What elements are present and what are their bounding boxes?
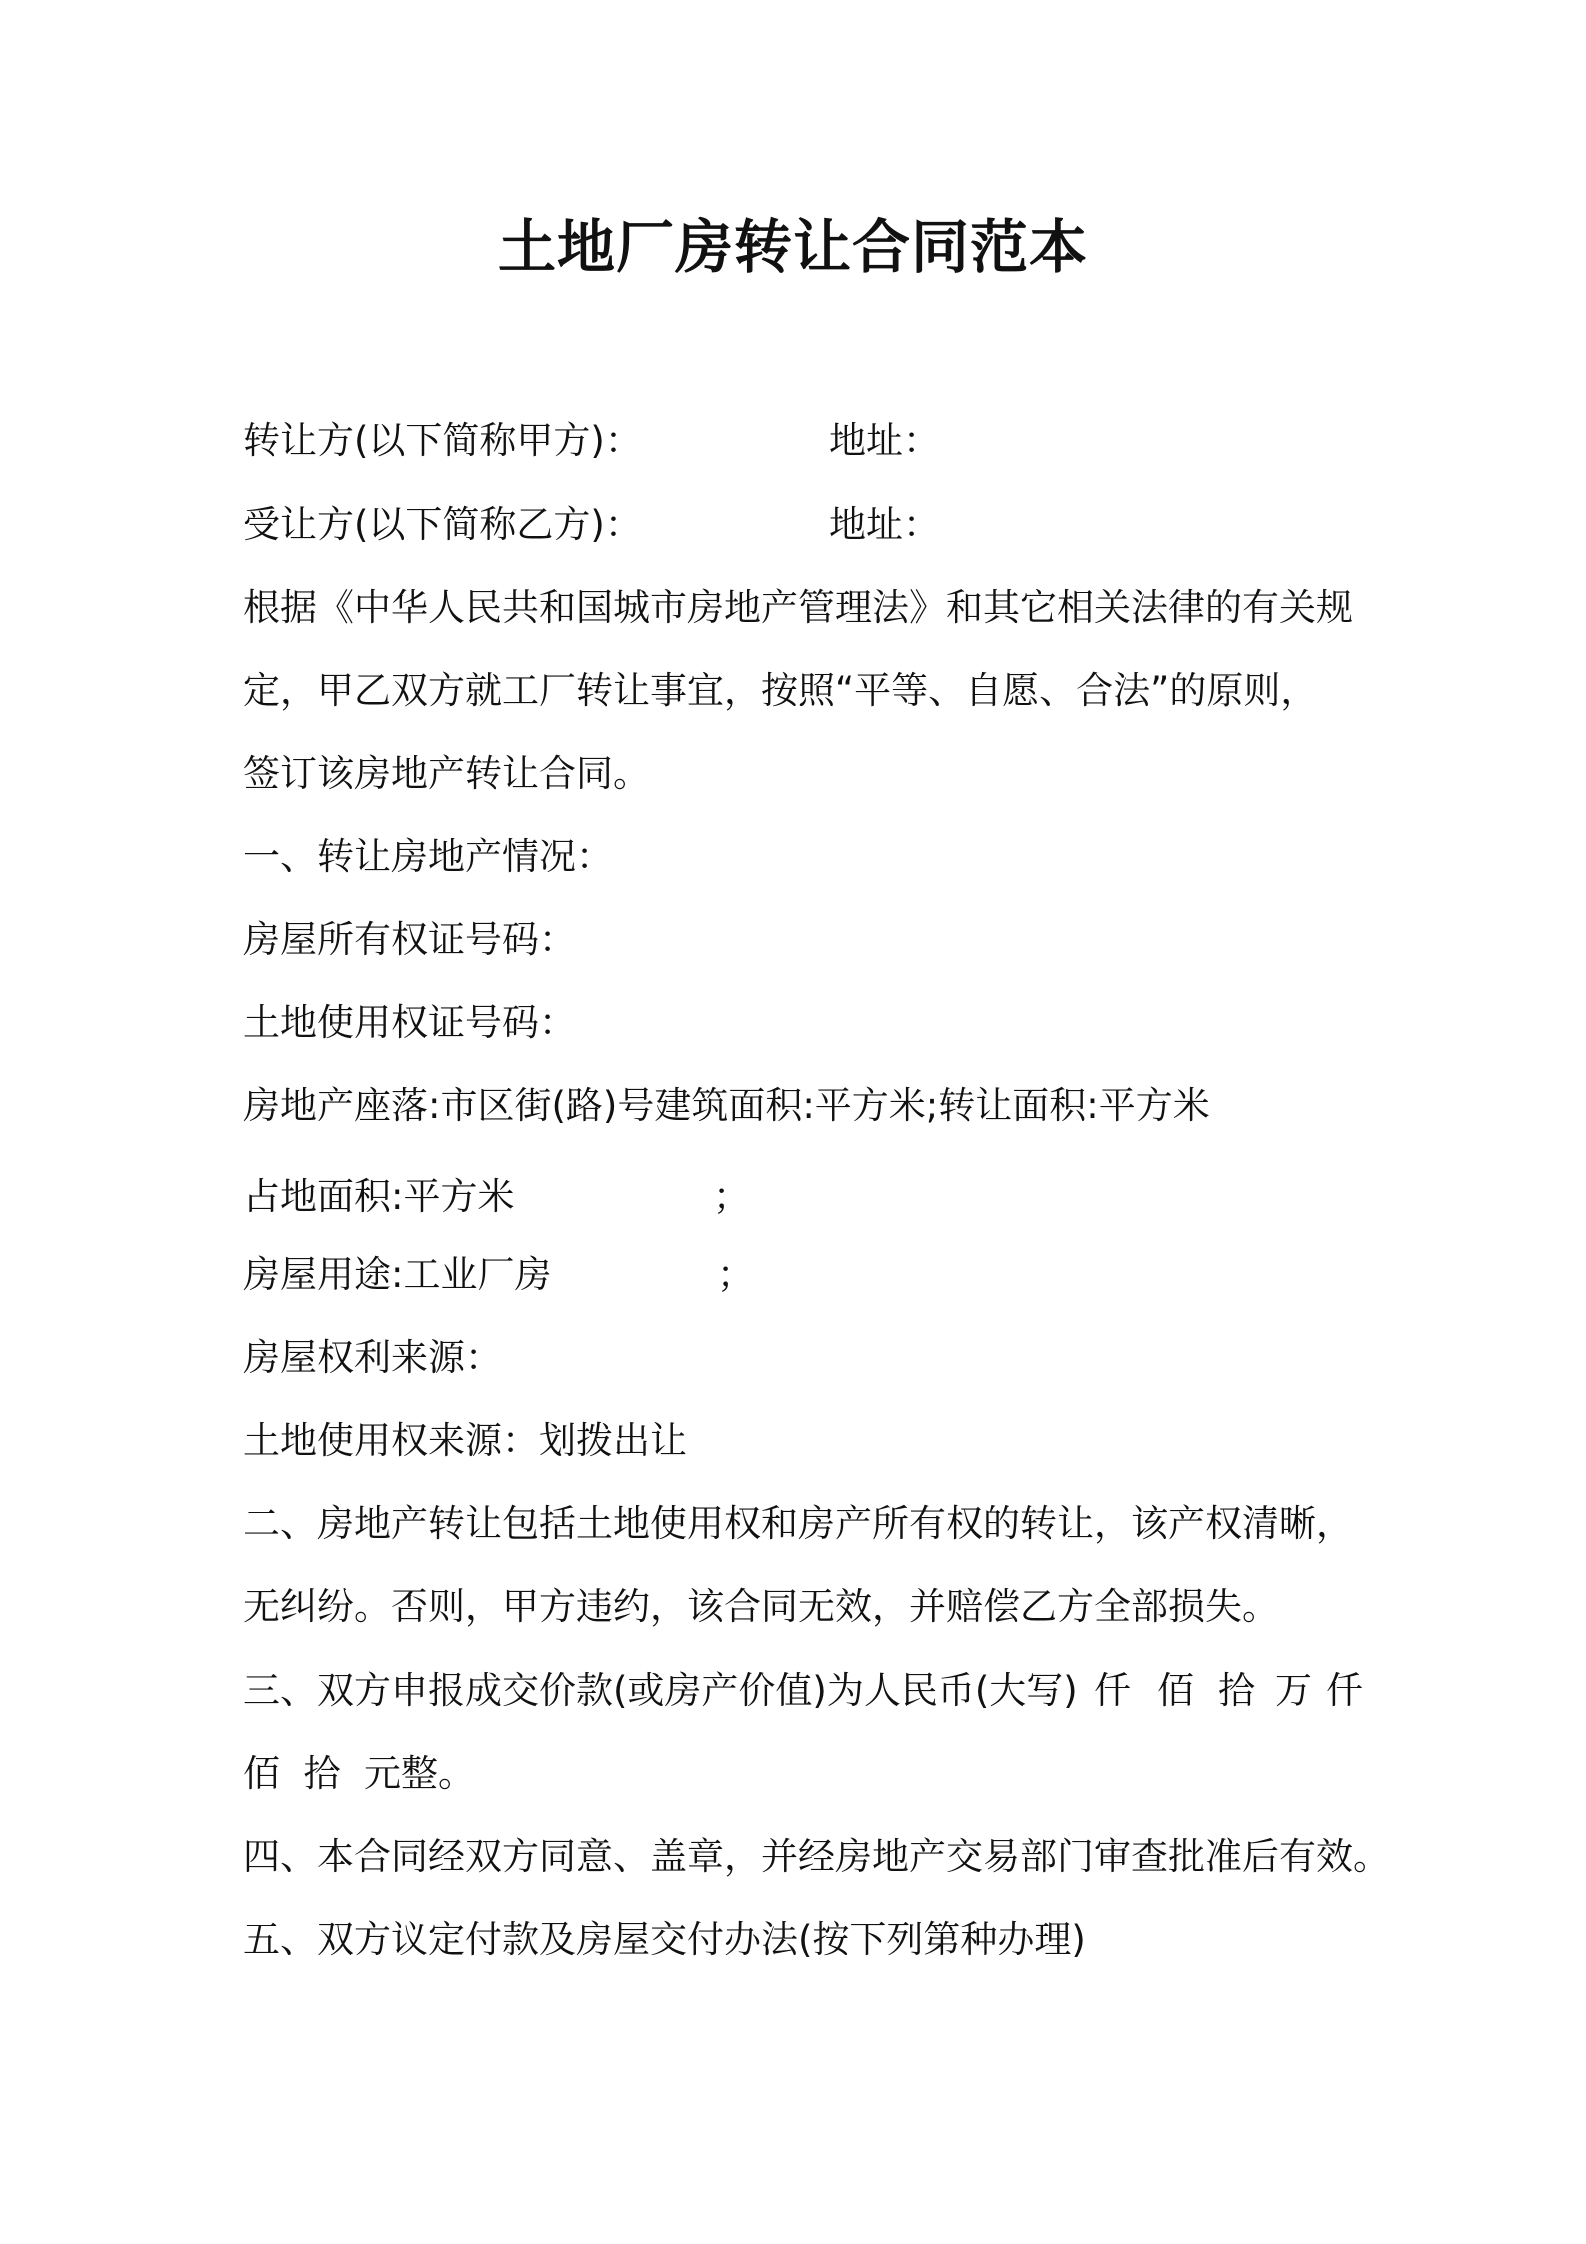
section3-main-text: 三、双方申报成交价款(或房产价值)为人民币(大写)	[243, 1669, 1078, 1712]
land-area-text: 占地面积:平方米	[243, 1175, 515, 1218]
party-a-label: 转让方(以下简称甲方)：	[243, 419, 642, 462]
section3-unit-3: 拾	[1218, 1669, 1255, 1712]
house-rights-source-line: 房屋权利来源：	[243, 1336, 502, 1379]
usage-text: 房屋用途:工业厂房	[243, 1253, 552, 1296]
house-cert-line: 房屋所有权证号码：	[243, 918, 576, 961]
location-line: 房地产座落:市区街(路)号建筑面积:平方米;转让面积:平方米	[243, 1084, 1210, 1127]
party-a-line	[243, 418, 940, 464]
section5-line: 五、双方议定付款及房屋交付办法(按下列第种办理)	[243, 1918, 1086, 1961]
section3-unit-4: 万	[1275, 1669, 1312, 1712]
preamble-text-2: 定，甲乙双方就工厂转让事宜，按照“平等、自愿、合法”的原则，	[243, 669, 1318, 712]
section3-unit-5: 仟	[1326, 1669, 1363, 1712]
section2-line-1	[243, 1501, 1358, 1547]
section1-heading: 一、转让房地产情况：	[243, 835, 613, 878]
preamble-line-3: 签订该房地产转让合同。	[243, 752, 650, 795]
section3-unit-2: 佰	[1157, 1669, 1194, 1712]
land-cert-line: 土地使用权证号码：	[243, 1001, 576, 1044]
party-b-line	[243, 502, 940, 548]
section3-unit-1: 仟	[1094, 1669, 1131, 1712]
land-rights-source-line: 土地使用权来源：划拨出让	[243, 1419, 687, 1462]
party-b-label: 受让方(以下简称乙方)：	[243, 503, 642, 546]
document-title: 土地厂房转让合同范本	[497, 213, 1088, 281]
party-a-address-label: 地址：	[829, 419, 940, 462]
section4-line: 四、本合同经双方同意、盖章，并经房地产交易部门审查批准后有效。	[243, 1835, 1390, 1878]
section2-text-1: 二、房地产转让包括土地使用权和房产所有权的转让，该产权清晰，	[243, 1502, 1353, 1545]
preamble-line-2	[243, 668, 1358, 714]
preamble-line-1	[243, 585, 1358, 631]
party-b-address-label: 地址：	[829, 503, 940, 546]
land-area-end: ；	[713, 1175, 750, 1218]
section2-line-2: 无纠纷。否则，甲方违约，该合同无效，并赔偿乙方全部损失。	[243, 1585, 1279, 1628]
section3-line-2: 佰 拾 元整。	[243, 1752, 476, 1795]
preamble-text-1: 根据《中华人民共和国城市房地产管理法》和其它相关法律的有关规	[243, 586, 1353, 629]
usage-end: ；	[717, 1253, 754, 1296]
section3-line-1	[243, 1668, 1363, 1714]
land-area-line	[243, 1174, 750, 1220]
usage-line	[243, 1252, 754, 1298]
